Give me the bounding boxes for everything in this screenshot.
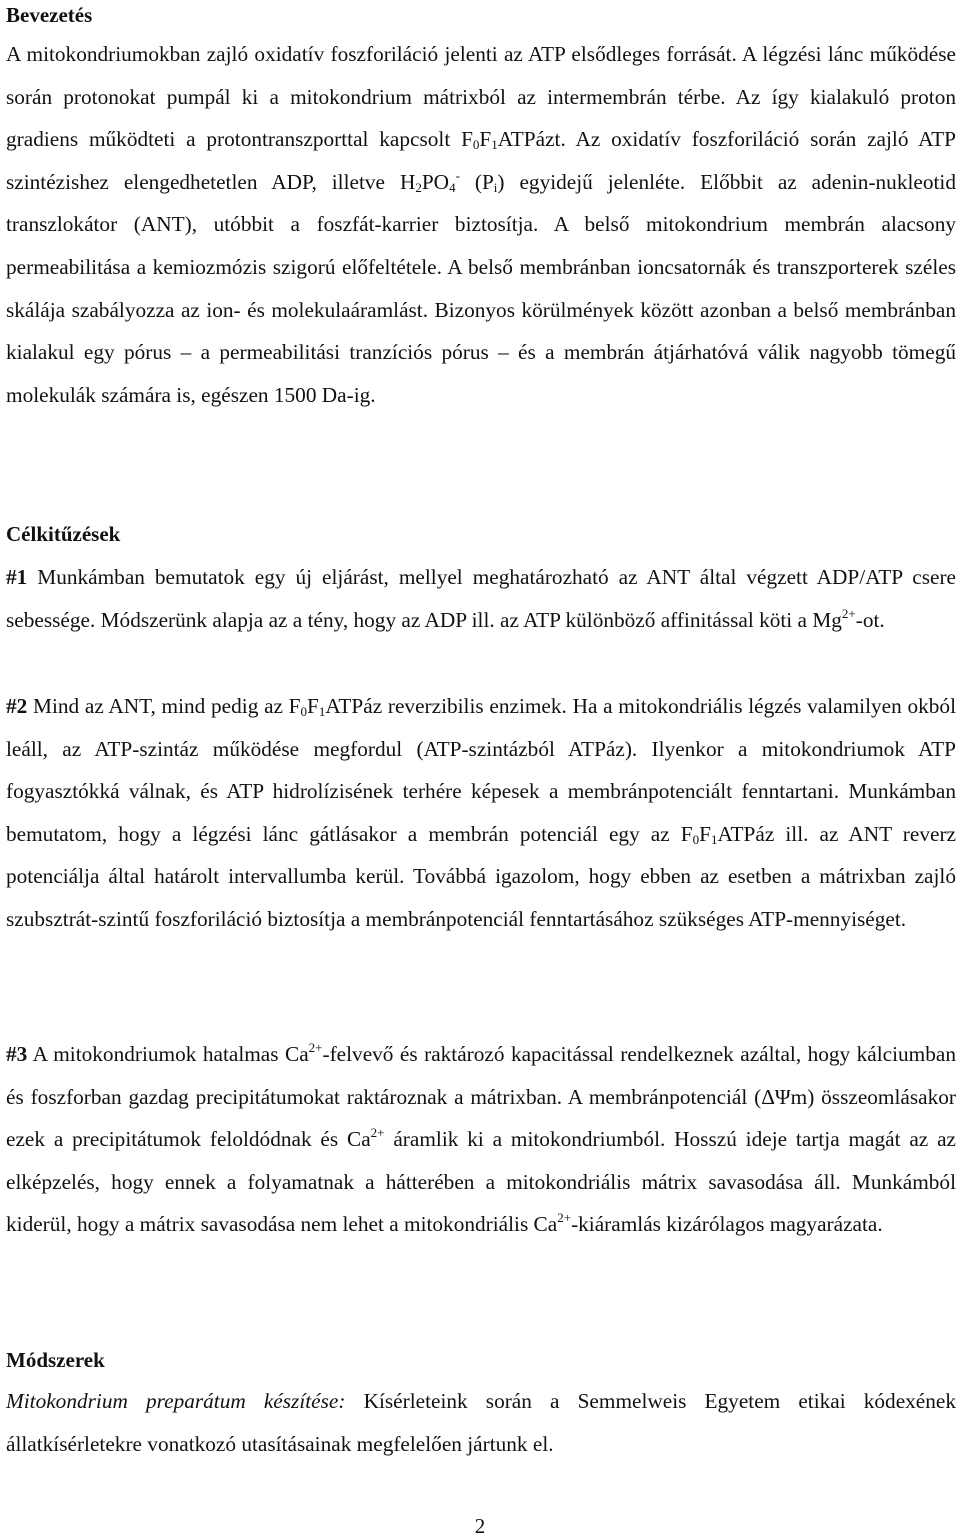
intro-sub-0: 0 <box>472 137 480 153</box>
intro-text-5: (P <box>459 169 494 194</box>
aim-2-text-d: F <box>699 821 711 846</box>
aim-3-text-b: -felvevő és raktározó kapacitással rendelkeznek azáltal, hogy kálciumban és foszforban gazdag precipitátumokat raktároznak a mátrixban. A membránpotenciál (ΔΨm) összeomlásakor ezek a precipitátumok feloldódnak és Ca <box>6 1042 956 1152</box>
intro-text-3: ATPázt. Az oxidatív foszforiláció során zajló ATP szintézishez elengedhetetlen ADP, illetve H <box>6 127 956 194</box>
intro-sub-2: 2 <box>415 179 422 195</box>
aim-1-text: Munkámban bemutatok egy új eljárást, mellyel meghatározható az ANT által végzett ADP/ATP csere sebessége. Módszerünk alapja az a tény, hogy az ADP ill. az ATP különböző affinitással köti a Mg <box>6 565 956 632</box>
aim-1-sup: 2+ <box>841 605 856 621</box>
aim-3-text-c: áramlik ki a mitokondriumból. Hosszú ideje tartja magát az az elképzelés, hogy ennek a folyamatnak a hátterében a mitokondriális mátrix savasodása áll. Munkámból kiderül, hogy a mátrix savasodása nem lehet a mitokondriális Ca <box>6 1127 956 1237</box>
intro-text-4: PO <box>421 169 450 194</box>
page-number: 2 <box>474 1514 486 1538</box>
section-title-aims: Célkitűzések <box>6 522 121 546</box>
aim-1-label: #1 <box>6 565 28 589</box>
aim-2-sub-0b: 0 <box>692 831 700 847</box>
methods-italic-heading: Mitokondrium preparátum készítése: <box>6 1389 346 1413</box>
aim-3-text-a: A mitokondriumok hatalmas Ca <box>27 1042 309 1066</box>
aim-1-tail: -ot. <box>855 607 885 632</box>
aim-2-paragraph <box>6 685 956 941</box>
aim-2-text-e: ATPáz ill. az ANT reverz potenciálja által határolt intervallumba kerül. Továbbá igazolom, hogy ebben az esetben a mátrixban zajló szubsztrát-szintű foszforiláció biztosítja a membránpotenciál fenntartásához szükséges ATP-mennyiséget. <box>6 821 956 931</box>
aim-3-paragraph <box>6 1033 956 1246</box>
aim-2-text-b: F <box>307 694 319 718</box>
methods-text: Kísérleteink során a Semmelweis Egyetem etikai kódexének állatkísérletekre vonatkozó utasításainak megfelelően jártunk el. <box>6 1389 957 1456</box>
aim-3-sup-3: 2+ <box>557 1210 572 1226</box>
intro-paragraph <box>6 33 956 416</box>
intro-sub-1: 1 <box>491 137 498 153</box>
intro-sub-i: i <box>493 179 498 195</box>
intro-text-6: ) egyidejű jelenléte. Előbbit az adenin-nukleotid transzlokátor (ANT), utóbbit a foszfát-karrier biztosítja. A belső mitokondrium membrán alacsony permeabilitása a kemiozmózis szigorú előfeltétele. A belső membránban ioncsatornák és transzporterek széles skálája szabályozza az ion- és molekulaáramlást. Bizonyos körülmények között azonban a belső membránban kialakul egy pórus – a permeabilitási tranzíciós pórus – és a membrán átjárhatóvá válik nagyobb tömegű molekulák számára is, egészen 1500 Da-ig. <box>6 169 956 407</box>
aim-3-label: #3 <box>6 1042 28 1066</box>
aim-3-text-d: -kiáramlás kizárólagos magyarázata. <box>571 1212 883 1237</box>
aim-2-sub-0: 0 <box>300 704 308 719</box>
aim-2-label: #2 <box>6 694 28 718</box>
intro-sup-minus: - <box>455 167 460 183</box>
aim-1-paragraph <box>6 556 956 641</box>
aim-2-sub-1b: 1 <box>711 831 718 847</box>
intro-text-2: F <box>479 127 492 152</box>
intro-text-1: A mitokondriumokban zajló oxidatív foszforiláció jelenti az ATP elsődleges forrását. A légzési lánc működése során protonokat pumpál ki a mitokondrium mátrixból az intermembrán térbe. Az így kialakuló proton gradiens működteti a protontranszporttal kapcsolt F <box>6 42 956 152</box>
section-title-intro: Bevezetés <box>6 3 93 27</box>
section-title-methods: Módszerek <box>6 1348 105 1372</box>
aim-2-text-c: ATPáz reverzibilis enzimek. Ha a mitokondriális légzés valamilyen okból leáll, az ATP-szintáz működése megfordul (ATP-szintázból ATPáz). Ilyenkor a mitokondriumok ATP fogyasztókká válnak, és ATP hidrolízisének terhére képesek a membránpotenciált fenntartani. Munkámban bemutatom, hogy a légzési lánc gátlásakor a membrán potenciál egy az F <box>6 694 956 846</box>
methods-paragraph <box>6 1380 956 1465</box>
aim-2-sub-1: 1 <box>318 704 326 719</box>
aim-3-sup-2: 2+ <box>370 1125 385 1141</box>
intro-sub-4: 4 <box>449 179 456 195</box>
aim-3-sup-1: 2+ <box>308 1040 323 1055</box>
aim-2-text-a: Mind az ANT, mind pedig az F <box>27 694 301 718</box>
